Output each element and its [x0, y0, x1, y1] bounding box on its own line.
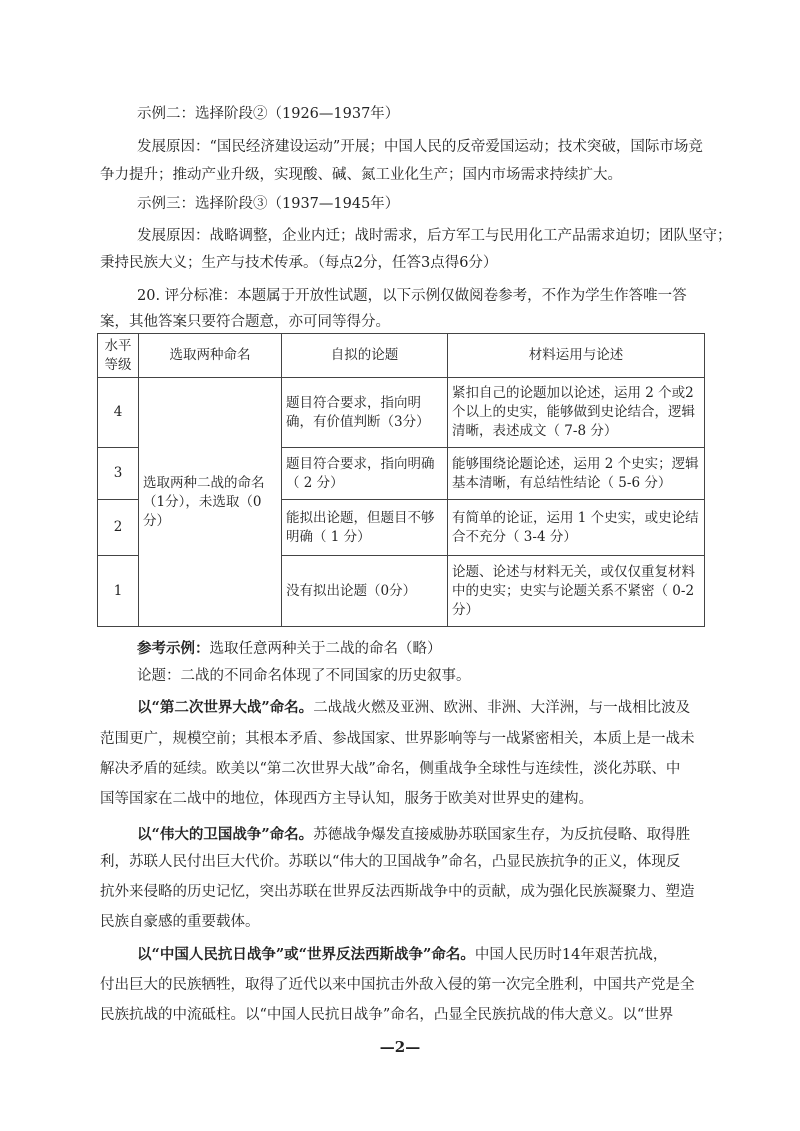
reference-example-line	[137, 639, 741, 659]
material-cell: 论题、论述与材料无关，或仅仅重复材料中的史实；史实与论题关系不紧密（ 0-2 分）	[448, 556, 705, 627]
text-line: 示例二：选择阶段②（1926—1937年）	[137, 106, 400, 122]
paragraph-line	[137, 698, 741, 718]
topic-cell: 题目符合要求，指向明确，有价值判断（3分）	[282, 378, 448, 448]
paragraph-heading: 以“伟大的卫国战争”命名。	[137, 826, 314, 843]
level-cell: 3	[98, 448, 139, 500]
material-cell: 有简单的论证，运用 1 个史实，或史论结合不充分（ 3-4 分）	[448, 500, 705, 556]
header-topic: 自拟的论题	[282, 334, 448, 378]
header-material: 材料运用与论述	[448, 334, 705, 378]
header-level: 水平等级	[98, 334, 139, 378]
level-cell: 4	[98, 378, 139, 448]
header-naming: 选取两种命名	[139, 334, 282, 378]
reference-example-text: 选取任意两种关于二战的命名（略）	[209, 641, 442, 657]
page-number: —2—	[379, 1038, 421, 1056]
paragraph-line	[137, 945, 741, 965]
paragraph-text: 中国人民历时14年艰苦抗战，	[474, 947, 668, 963]
text-line: 发展原因：战略调整，企业内迁；战时需求，后方军工与民用化工产品需求迫切；团队坚守；	[137, 228, 732, 244]
paragraph-text: 二战战火燃及亚洲、欧洲、非洲、大洋洲，与一战相比波及	[313, 700, 691, 716]
table-header-row	[98, 334, 705, 378]
naming-cell: 选取两种二战的命名（1分），未选取（0分）	[139, 378, 282, 627]
topic-cell: 没有拟出论题（0分）	[282, 556, 448, 627]
material-cell: 能够围绕论题论述，运用 2 个史实；逻辑基本清晰，有总结性结论（ 5-6 分）	[448, 448, 705, 500]
text-line: 秉持民族大义；生产与技术传承。（每点2分，任答3点得6分）	[100, 255, 498, 271]
scoring-table	[97, 333, 705, 627]
paragraph-heading: 以“第二次世界大战”命名。	[137, 699, 314, 716]
paragraph-line: 解决矛盾的延续。欧美以“第二次世界大战”命名，侧重战争全球性与连续性，淡化苏联、中	[100, 761, 681, 777]
paragraph-line: 民族自豪感的重要载体。	[100, 914, 260, 930]
paragraph-line: 抗外来侵略的历史记忆，突出苏联在世界反法西斯战争中的贡献，成为强化民族凝聚力、塑造	[100, 884, 695, 900]
paragraph-line	[137, 825, 741, 845]
paragraph-line: 利，苏联人民付出巨大代价。苏联以“伟大的卫国战争”命名，凸显民族抗争的正义，体现反	[100, 854, 681, 870]
material-cell: 紧扣自己的论题加以论述，运用 2 个或2个以上的史实，能够做到史论结合，逻辑清晰，表述成文（ 7-8 分）	[448, 378, 705, 448]
paragraph-line: 国等国家在二战中的地位，体现西方主导认知，服务于欧美对世界史的建构。	[100, 791, 593, 807]
paragraph-line: 付出巨大的民族牺牲，取得了近代以来中国抗击外敌入侵的第一次完全胜利，中国共产党是全	[100, 977, 695, 993]
paragraph-line: 范围更广，规模空前；其根本矛盾、参战国家、世界影响等与一战紧密相关，本质上是一战未	[100, 731, 695, 747]
thesis-line: 论题：二战的不同命名体现了不同国家的历史叙事。	[137, 668, 471, 684]
level-cell: 1	[98, 556, 139, 627]
reference-example-label: 参考示例：	[137, 640, 210, 657]
topic-cell: 题目符合要求，指向明确（ 2 分）	[282, 448, 448, 500]
text-line: 示例三：选择阶段③（1937—1945年）	[137, 196, 400, 212]
text-line: 争力提升；推动产业升级，实现酸、碱、氮工业化生产；国内市场需求持续扩大。	[100, 167, 622, 183]
level-cell: 2	[98, 500, 139, 556]
paragraph-text: 苏德战争爆发直接威胁苏联国家生存，为反抗侵略、取得胜	[313, 827, 691, 843]
text-line: 20. 评分标准：本题属于开放性试题，以下示例仅做阅卷参考，不作为学生作答唯一答	[137, 288, 687, 304]
text-line: 发展原因：“国民经济建设运动”开展；中国人民的反帝爱国运动；技术突破，国际市场竞	[137, 139, 703, 155]
topic-cell: 能拟出论题，但题目不够明确（ 1 分）	[282, 500, 448, 556]
text-line: 案，其他答案只要符合题意，亦可同等得分。	[100, 314, 390, 330]
paragraph-heading: 以“中国人民抗日战争”或“世界反法西斯战争”命名。	[137, 946, 475, 963]
table-row	[98, 378, 705, 448]
paragraph-line: 民族抗战的中流砥柱。以“中国人民抗日战争”命名，凸显全民族抗战的伟大意义。以“世界	[100, 1007, 674, 1023]
